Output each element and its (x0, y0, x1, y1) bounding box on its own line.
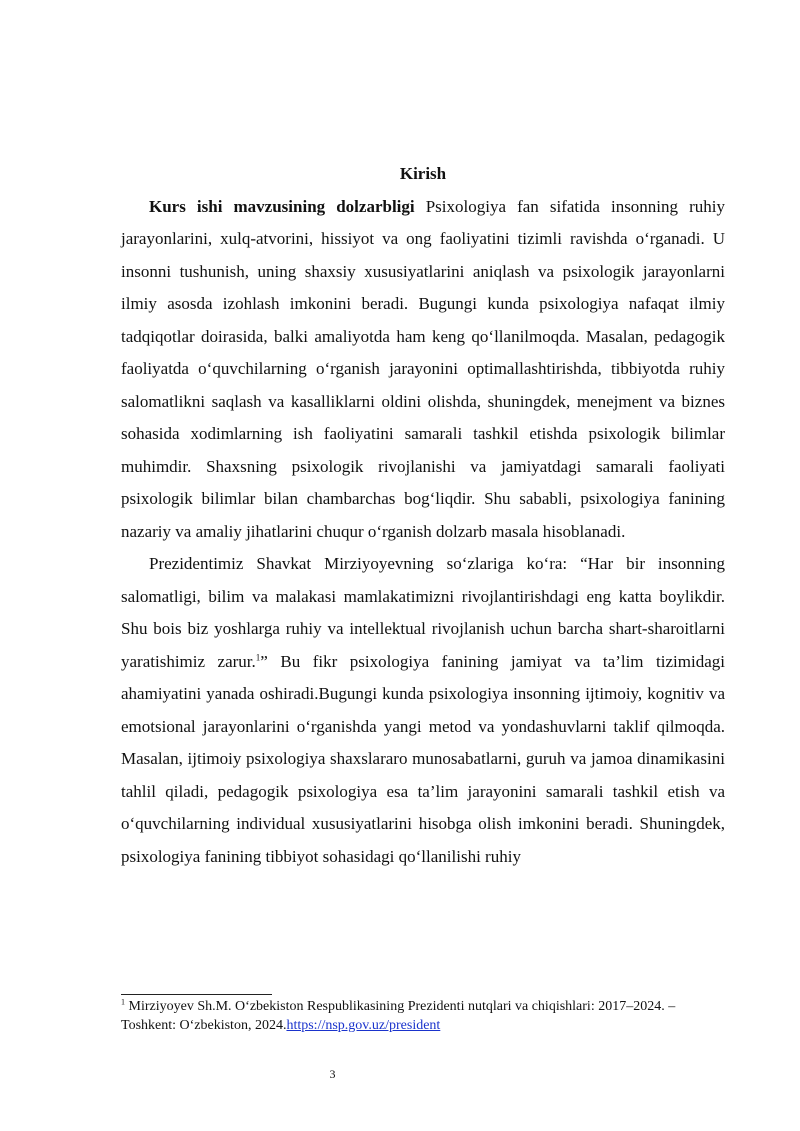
footnote-text: Mirziyoyev Sh.M. O‘zbekiston Respublikasining Prezidenti nutqlari va chiqishlari: 2017–2024. – Toshkent: O‘zbekiston, 2024. (121, 999, 676, 1033)
footnote-link[interactable]: https://nsp.gov.uz/president (286, 1018, 441, 1033)
footnote-reference[interactable]: 1 (255, 651, 261, 662)
paragraph-text: Psixologiya fan sifatida insonning ruhiy jarayonlarini, xulq-atvorini, hissiyot va ong faoliyatini tizimli ravishda o‘rganadi. U insonni tushunish, uning shaxsiy xususiyatlarini aniqlash va psixologik jarayonlarni ilmiy asosda izohlash imkonini beradi. Bugungi kunda psixologiya nafaqat ilmiy tadqiqotlar doirasida, balki amaliyotda ham keng qo‘llanilmoqda. Masalan, pedagogik faoliyatda o‘quvchilarning o‘rganish jarayonini optimallashtirishda, tibbiyotda ruhiy salomatlikni saqlash va kasalliklarni oldini olishda, shuningdek, menejment va biznes sohasida xodimlarning ish faoliyatini samarali tashkil etishda psixologik bilimlar muhimdir. Shaxsning psixologik rivojlanishi va jamiyatdagi samarali faoliyati psixologik bilimlar bilan chambarchas bog‘liqdir. Shu sababli, psixologiya fanining nazariy va amaliy jihatlarini chuqur o‘rganish dolzarb masala hisoblanadi. (121, 196, 725, 541)
footnote (121, 997, 725, 1035)
paragraph-relevance (121, 191, 725, 549)
footnote-divider (121, 994, 272, 995)
main-content (121, 158, 725, 873)
quote-text: Prezidentimiz Shavkat Mirziyoyevning so‘zlariga ko‘ra: “Har bir insonning salomatligi, bilim va malakasi mamlakatimizni rivojlantirishdagi eng katta boylikdir. Shu bois biz yoshlarga ruhiy va intellektual rivojlanish uchun barcha shart-sharoitlarni yaratishimiz zarur. (121, 554, 725, 671)
paragraph-president-quote (121, 548, 725, 873)
section-heading: Kirish (399, 164, 447, 183)
page-number: 3 (329, 1067, 336, 1081)
paragraph-continuation: ” Bu fikr psixologiya fanining jamiyat va ta’lim tizimidagi ahamiyatini yanada oshiradi.Bugungi kunda psixologiya insonning ijtimoiy, kognitiv va emotsional jarayonlarini o‘rganishda yangi metod va yondashuvlarni taklif qilmoqda. Masalan, ijtimoiy psixologiya shaxslararo munosabatlarni, guruh va jamoa dinamikasini tahlil qiladi, pedagogik psixologiya esa ta’lim jarayonini samarali tashkil etish va o‘quvchilarning individual xususiyatlarini hisobga olish imkonini beradi. Shuningdek, psixologiya fanining tibbiyot sohasidagi qo‘llanilishi ruhiy (121, 651, 725, 866)
footnote-mark: 1 (121, 997, 125, 1007)
paragraph-lead: Kurs ishi mavzusining dolzarbligi (149, 196, 415, 216)
